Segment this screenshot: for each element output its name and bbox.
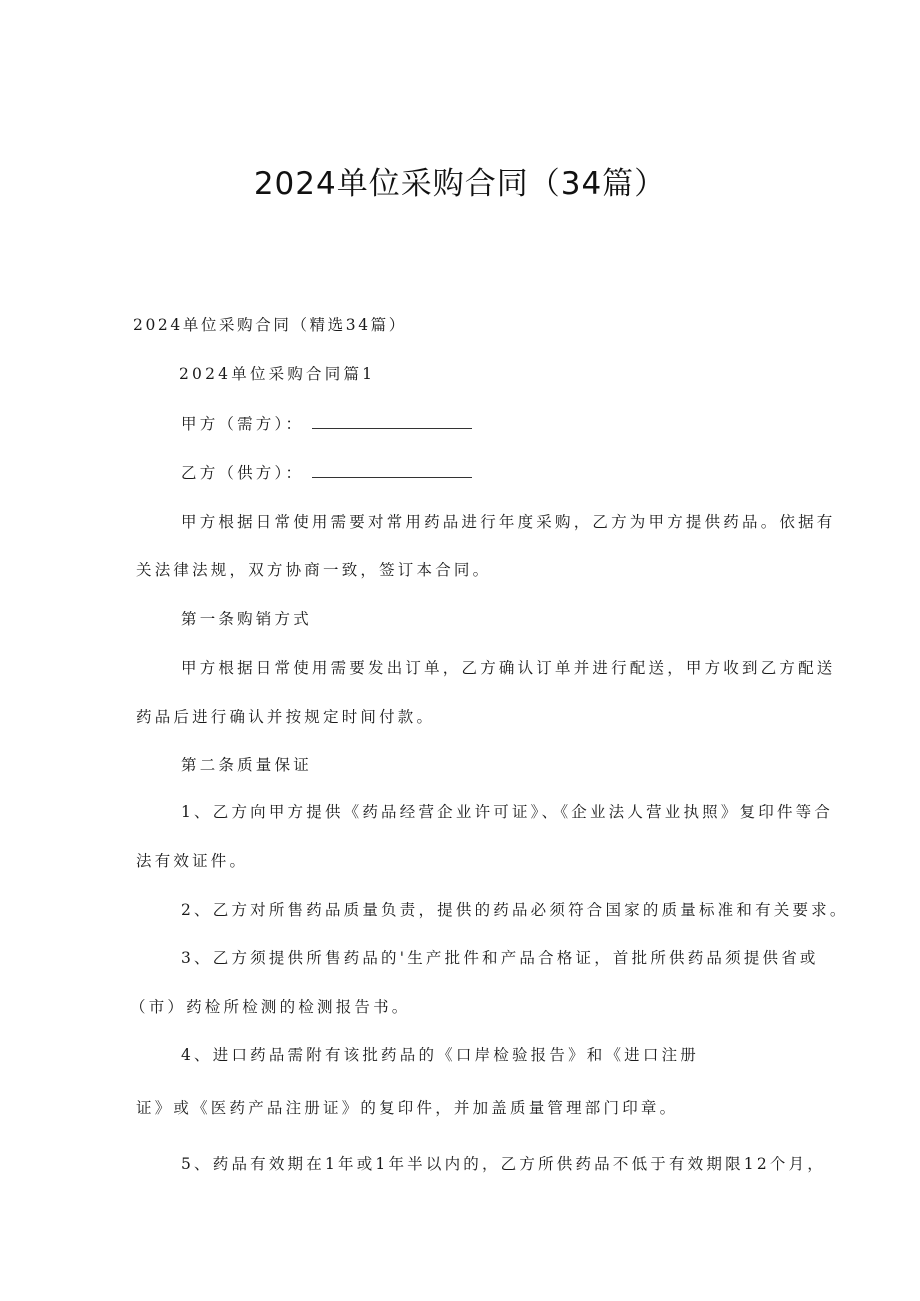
paragraph-line: 关法律法规，双方协商一致，签订本合同。: [136, 561, 492, 579]
article-heading: 第二条质量保证: [181, 756, 312, 774]
party-b-row: [181, 461, 472, 483]
list-item-line: 1、乙方向甲方提供《药品经营企业许可证》、《企业法人营业执照》复印件等合: [181, 803, 834, 821]
party-a-blank: [312, 414, 472, 429]
document-title: 2024单位采购合同（34篇）: [253, 166, 667, 202]
paragraph-line: 甲方根据日常使用需要对常用药品进行年度采购，乙方为甲方提供药品。依据有: [181, 513, 836, 531]
party-b-blank: [312, 463, 472, 478]
list-item-line: 4、进口药品需附有该批药品的《口岸检验报告》和《进口注册: [181, 1046, 699, 1064]
article-heading: 第一条购销方式: [181, 610, 312, 628]
list-item-line: 法有效证件。: [136, 852, 249, 870]
party-a-label: 甲方（需方）：: [181, 415, 305, 433]
document-subtitle: 2024单位采购合同（精选34篇）: [133, 316, 407, 334]
paragraph-line: 药品后进行确认并按规定时间付款。: [136, 708, 436, 726]
list-item-line: 证》或《医药产品注册证》的复印件，并加盖质量管理部门印章。: [136, 1099, 679, 1117]
list-item-line: 2、乙方对所售药品质量负责，提供的药品必须符合国家的质量标准和有关要求。: [181, 901, 849, 919]
paragraph-line: 甲方根据日常使用需要发出订单，乙方确认订单并进行配送，甲方收到乙方配送: [181, 659, 836, 677]
list-item-line: 3、乙方须提供所售药品的'生产批件和产品合格证，首批所供药品须提供省或: [181, 949, 819, 967]
section-heading: 2024单位采购合同篇1: [179, 365, 376, 383]
party-a-row: [181, 412, 472, 434]
party-b-label: 乙方（供方）：: [181, 464, 305, 482]
list-item-line: 5、药品有效期在1年或1年半以内的，乙方所供药品不低于有效期限12个月，: [181, 1155, 827, 1173]
list-item-line: （市）药检所检测的检测报告书。: [130, 998, 411, 1016]
